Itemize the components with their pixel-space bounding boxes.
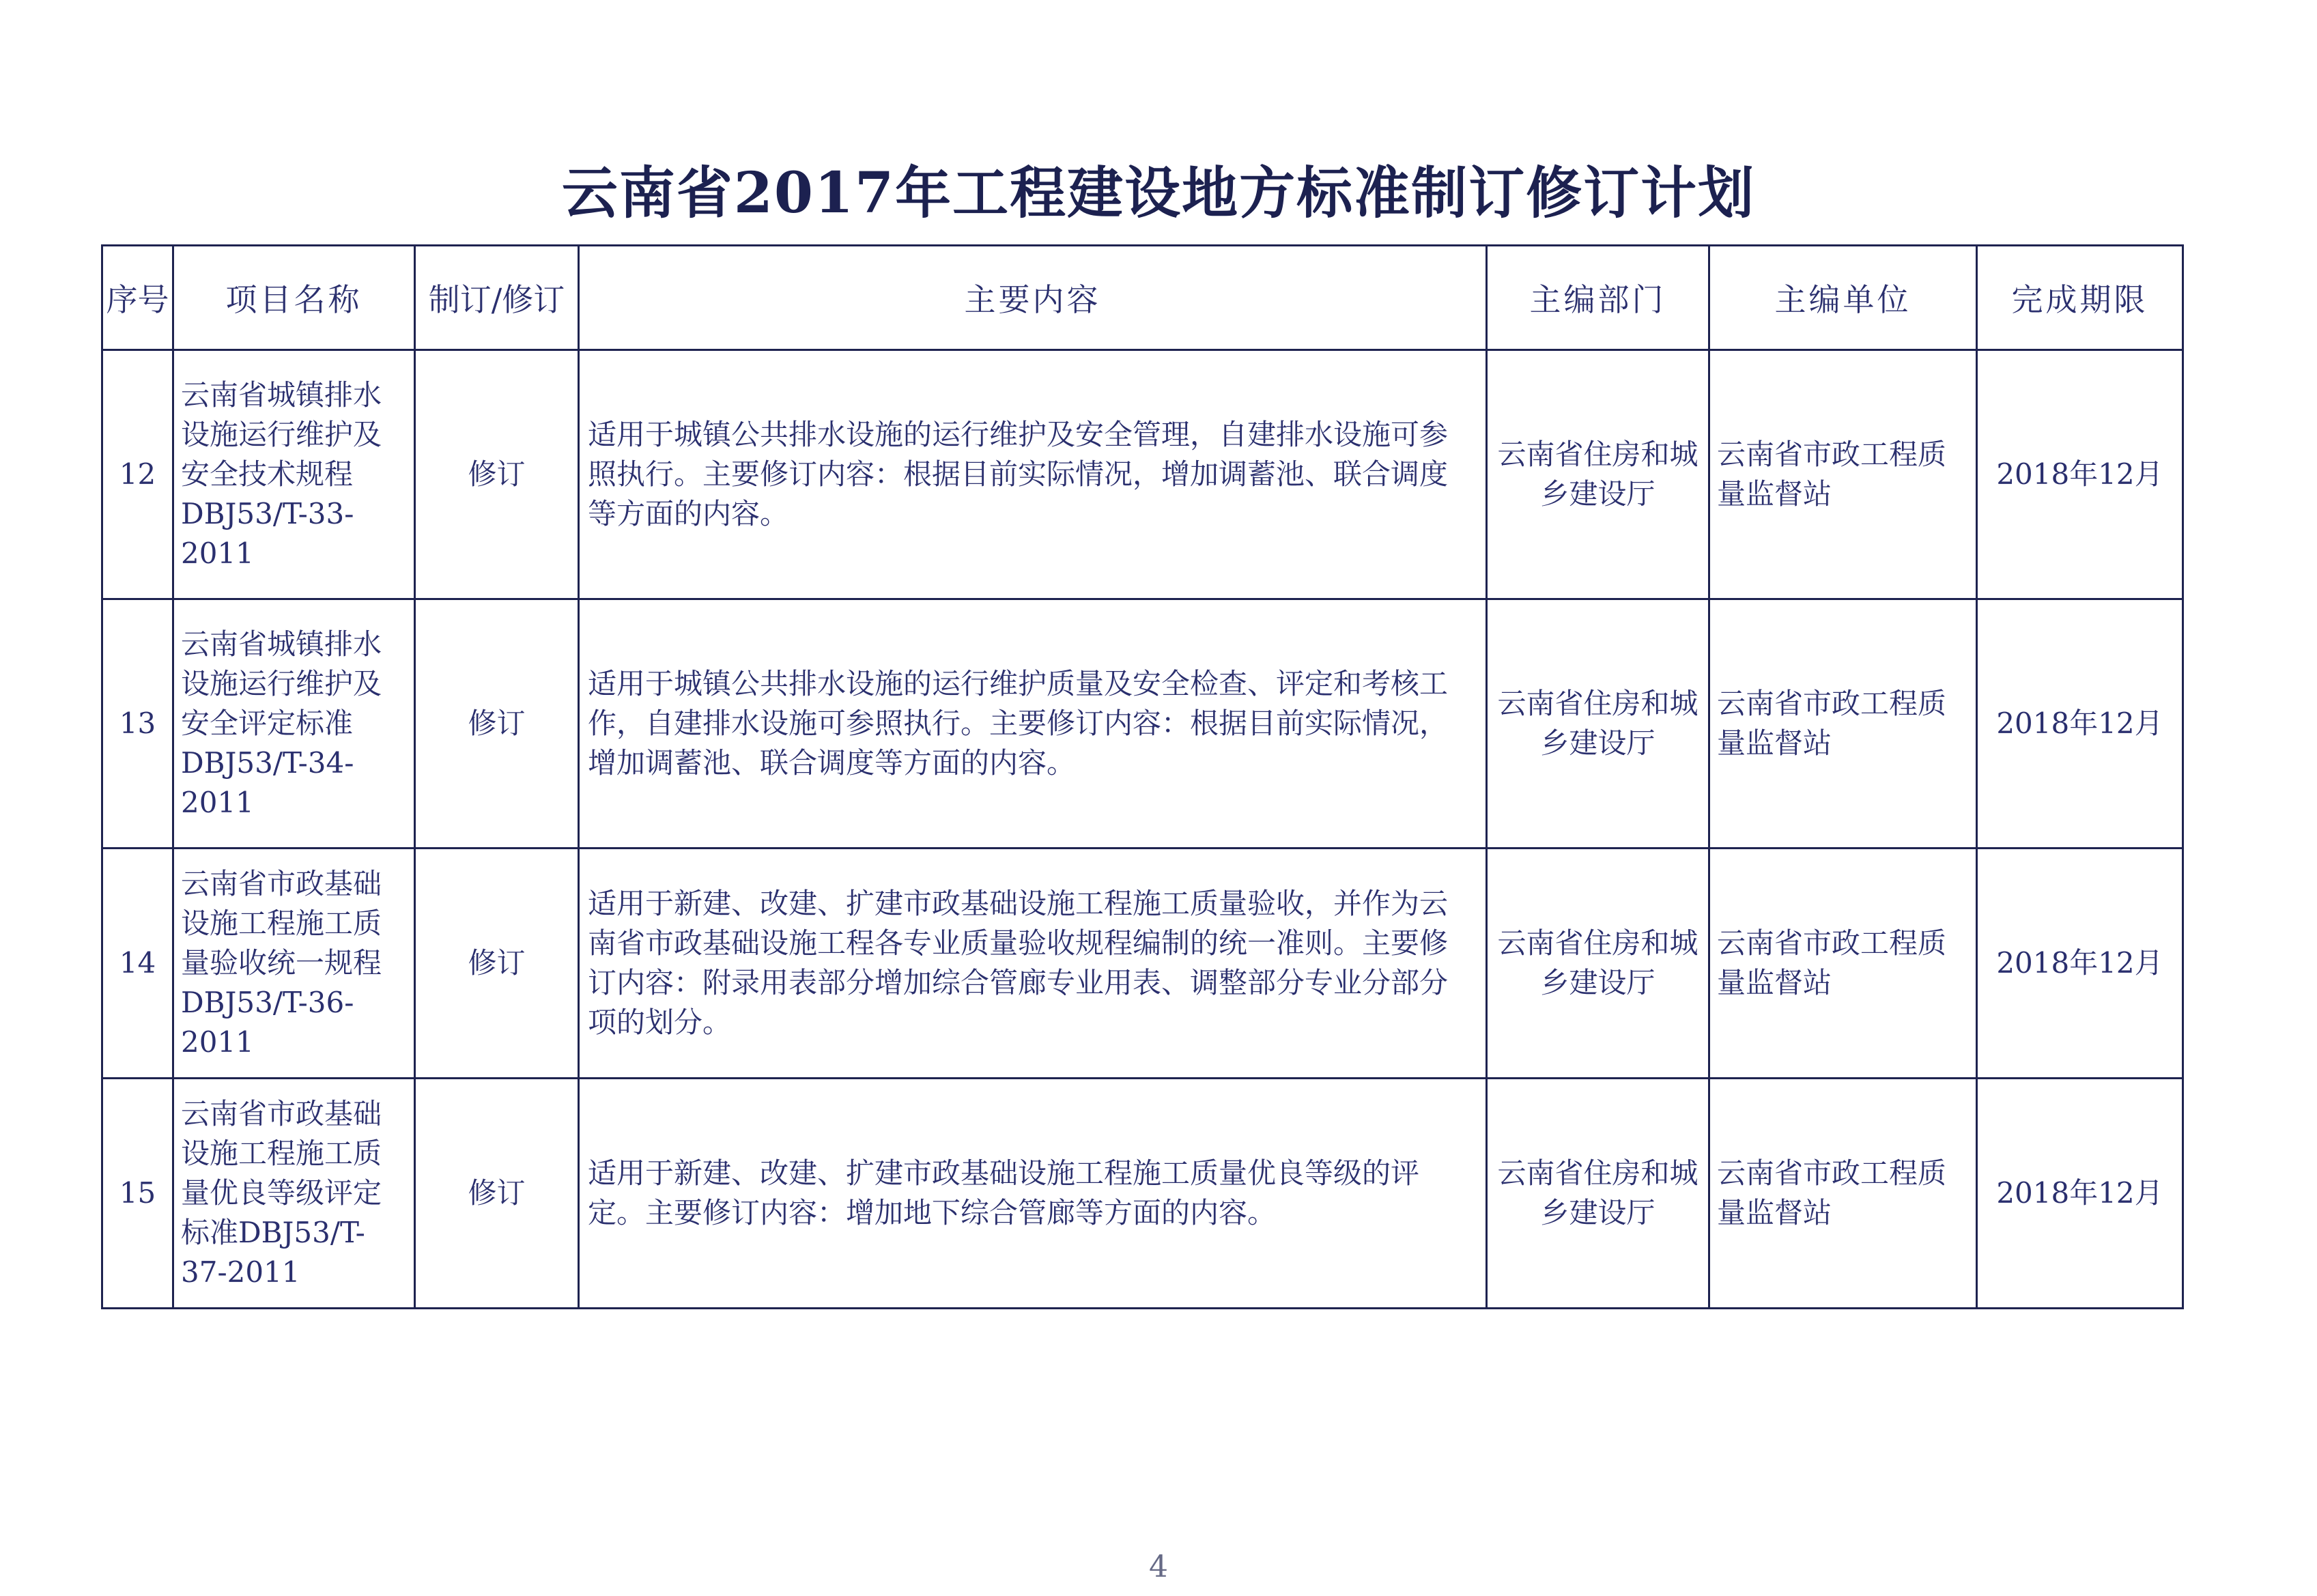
cell-unit: 云南省市政工程质量监督站 bbox=[1709, 1079, 1977, 1309]
table-header-row bbox=[102, 246, 2183, 350]
cell-content: 适用于新建、改建、扩建市政基础设施工程施工质量优良等级的评定。主要修订内容：增加地下综合管廊等方面的内容。 bbox=[579, 1079, 1487, 1309]
cell-project-name: 云南省市政基础设施工程施工质量优良等级评定标准DBJ53/T-37-2011 bbox=[173, 1079, 415, 1309]
cell-seq: 13 bbox=[102, 599, 173, 849]
cell-deadline: 2018年12月 bbox=[1977, 350, 2183, 599]
header-seq: 序号 bbox=[102, 246, 173, 350]
cell-project-name: 云南省城镇排水设施运行维护及安全技术规程DBJ53/T-33-2011 bbox=[173, 350, 415, 599]
cell-content: 适用于新建、改建、扩建市政基础设施工程施工质量验收，并作为云南省市政基础设施工程各专业质量验收规程编制的统一准则。主要修订内容：附录用表部分增加综合管廊专业用表、调整部分专业分部分项的划分。 bbox=[579, 849, 1487, 1079]
cell-dept: 云南省住房和城乡建设厅 bbox=[1487, 350, 1709, 599]
cell-deadline: 2018年12月 bbox=[1977, 1079, 2183, 1309]
header-type: 制订/修订 bbox=[415, 246, 579, 350]
cell-deadline: 2018年12月 bbox=[1977, 599, 2183, 849]
cell-seq: 15 bbox=[102, 1079, 173, 1309]
cell-type: 修订 bbox=[415, 849, 579, 1079]
cell-dept: 云南省住房和城乡建设厅 bbox=[1487, 849, 1709, 1079]
cell-seq: 14 bbox=[102, 849, 173, 1079]
table-row bbox=[102, 350, 2183, 599]
cell-type: 修订 bbox=[415, 1079, 579, 1309]
cell-dept: 云南省住房和城乡建设厅 bbox=[1487, 599, 1709, 849]
cell-deadline: 2018年12月 bbox=[1977, 849, 2183, 1079]
cell-seq: 12 bbox=[102, 350, 173, 599]
table-row bbox=[102, 599, 2183, 849]
cell-project-name: 云南省城镇排水设施运行维护及安全评定标准DBJ53/T-34-2011 bbox=[173, 599, 415, 849]
table-row bbox=[102, 849, 2183, 1079]
header-dept: 主编部门 bbox=[1487, 246, 1709, 350]
cell-type: 修订 bbox=[415, 350, 579, 599]
plan-table bbox=[101, 244, 2184, 1309]
cell-content: 适用于城镇公共排水设施的运行维护质量及安全检查、评定和考核工作，自建排水设施可参照执行。主要修订内容：根据目前实际情况，增加调蓄池、联合调度等方面的内容。 bbox=[579, 599, 1487, 849]
cell-project-name: 云南省市政基础设施工程施工质量验收统一规程DBJ53/T-36-2011 bbox=[173, 849, 415, 1079]
cell-unit: 云南省市政工程质量监督站 bbox=[1709, 599, 1977, 849]
cell-unit: 云南省市政工程质量监督站 bbox=[1709, 350, 1977, 599]
table-row bbox=[102, 1079, 2183, 1309]
cell-unit: 云南省市政工程质量监督站 bbox=[1709, 849, 1977, 1079]
header-content: 主要内容 bbox=[579, 246, 1487, 350]
header-deadline: 完成期限 bbox=[1977, 246, 2183, 350]
cell-type: 修订 bbox=[415, 599, 579, 849]
page-title: 云南省2017年工程建设地方标准制订修订计划 bbox=[561, 160, 1756, 226]
header-unit: 主编单位 bbox=[1709, 246, 1977, 350]
header-name: 项目名称 bbox=[173, 246, 415, 350]
cell-content: 适用于城镇公共排水设施的运行维护及安全管理，自建排水设施可参照执行。主要修订内容：根据目前实际情况，增加调蓄池、联合调度等方面的内容。 bbox=[579, 350, 1487, 599]
cell-dept: 云南省住房和城乡建设厅 bbox=[1487, 1079, 1709, 1309]
page-number: 4 bbox=[1149, 1550, 1168, 1584]
